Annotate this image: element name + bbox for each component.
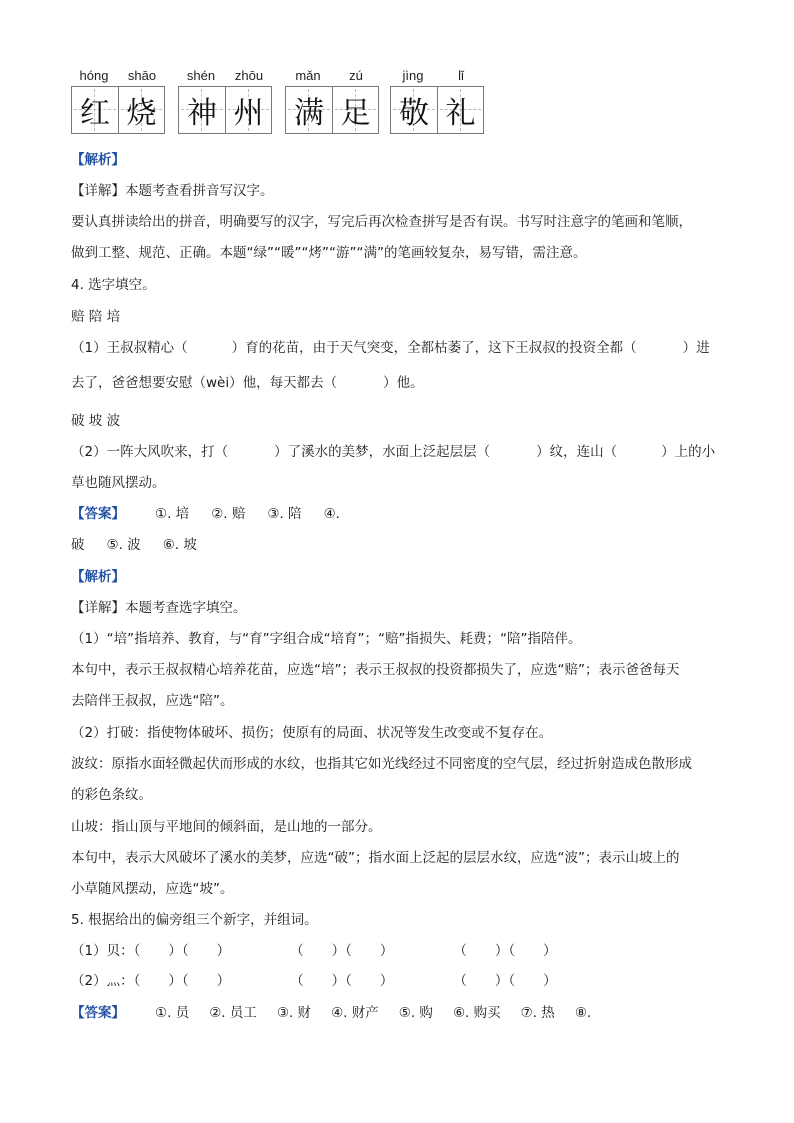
answer-item: ③. 财 (276, 1005, 312, 1021)
question-sentence: 草也随风摆动。 (71, 475, 166, 491)
bracket: ）（ (331, 973, 352, 989)
analysis-heading (71, 568, 125, 586)
hanzi: 州 (233, 96, 264, 131)
paragraph-line: 去陪伴王叔叔，应选“陪”。 (71, 693, 234, 709)
detail-line (71, 182, 274, 200)
paragraph-line: 本句中，表示大风破坏了溪水的美梦，应选“破”；指水面上泛起的层层水纹，应选“波”；表示山坡上的 (71, 850, 680, 866)
sentence-part: 去了，爸爸想要安慰（wèi）他，每天都去（ (71, 375, 338, 391)
bracket: ） (379, 973, 394, 989)
answer-item: ⑦. 热 (520, 1005, 555, 1021)
answer-tag: 【答案】 (71, 1005, 125, 1021)
sentence-part: ）他。 (383, 375, 424, 391)
character-cells (71, 86, 165, 134)
bracket: ） (216, 943, 231, 959)
bracket: （ (290, 943, 304, 959)
hanzi: 足 (340, 96, 371, 131)
bracket: ） (543, 973, 557, 989)
sentence-part: （1）王叔叔精心（ (71, 340, 188, 356)
answer-item: ③. 陪 (267, 506, 302, 522)
paragraph-line: 本句中，表示王叔叔精心培养花苗，应选“培”；表示王叔叔的投资都损失了，应选“赔”；表示爸爸每天 (71, 662, 680, 678)
tianzige-cell (391, 87, 437, 133)
paragraph-line: 的彩色条纹。 (71, 787, 152, 803)
sentence-part: （2）一阵大风吹来，打（ (71, 444, 229, 460)
tianzige-cell (286, 87, 332, 133)
bracket: ）（ (168, 943, 189, 959)
sentence-part: ）进 (682, 340, 710, 356)
pinyin: shén (186, 68, 216, 83)
bracket: （ (453, 973, 467, 989)
answer-item: ⑤. 购 (398, 1005, 433, 1021)
question-sentence (71, 339, 710, 357)
hanzi: 敬 (399, 96, 429, 131)
pinyin: shāo (127, 68, 157, 83)
bracket: （ (453, 943, 467, 959)
pinyin: zhōu (234, 68, 264, 83)
answer-tag: 【答案】 (71, 506, 125, 522)
analysis-heading (71, 151, 125, 169)
hanzi: 满 (294, 96, 324, 131)
question-title: 5. 根据给出的偏旁组三个新字，并组词。 (71, 912, 318, 928)
answer-item: ②. 赔 (211, 506, 246, 522)
paragraph-line: 山坡：指山顶与平地间的倾斜面，是山地的一部分。 (71, 819, 382, 835)
character-cells (390, 86, 484, 134)
pinyin: zú (349, 68, 363, 83)
question-sentence (71, 443, 715, 461)
paragraph-line: 做到工整、规范、正确。本题“绿”“暖”“烤”“游”“满”的笔画较复杂，易写错，需注意。 (71, 245, 587, 261)
bracket: ）（ (331, 943, 352, 959)
sentence-part: ）了溪水的美梦，水面上泛起层层（ (274, 444, 491, 460)
pinyin: mǎn (295, 68, 321, 83)
detail-tag: 【详解】 (71, 600, 125, 616)
bracket: ） (543, 943, 557, 959)
detail-text: 本题考查选字填空。 (125, 600, 247, 616)
answer-item: ④. (323, 506, 340, 522)
choice-chars: 赔 陪 培 (71, 309, 121, 325)
paragraph-line: 小草随风摆动，应选“坡”。 (71, 881, 234, 897)
sentence-part: ）育的花苗，由于天气突变，全都枯萎了，这下王叔叔的投资全都（ (231, 340, 637, 356)
tianzige-cell (437, 87, 483, 133)
analysis-tag: 【解析】 (71, 569, 125, 585)
answer-item: ⑧. (574, 1005, 592, 1021)
bracket: ） (216, 973, 231, 989)
analysis-tag: 【解析】 (71, 152, 125, 168)
answer-item: ⑥. 坡 (162, 537, 197, 553)
answer-item: ②. 员工 (209, 1005, 257, 1021)
answer-item: ⑤. 波 (106, 537, 141, 553)
hanzi: 礼 (445, 96, 476, 131)
radical-label: （2）灬：（ (71, 973, 141, 989)
radical-label: （1）贝：（ (71, 943, 141, 959)
answer-line (71, 536, 219, 554)
character-cells (285, 86, 379, 134)
radical-row (71, 972, 557, 990)
paragraph-line: 波纹：原指水面轻微起伏而形成的水纹，也指其它如光线经过不同密度的空气层，经过折射造成色散形成 (71, 756, 692, 772)
choice-chars: 破 坡 波 (71, 413, 121, 429)
answer-item: ①. 员 (155, 1005, 190, 1021)
tianzige-cell (332, 87, 378, 133)
answer-item: ①. 培 (155, 506, 190, 522)
radical-row (71, 942, 557, 960)
tianzige-cell (225, 87, 271, 133)
character-cells (178, 86, 272, 134)
hanzi: 红 (80, 96, 110, 131)
answer-line (71, 505, 362, 523)
detail-line (71, 599, 247, 617)
tianzige-cell (118, 87, 164, 133)
bracket: ） (379, 943, 394, 959)
bracket: ）（ (494, 973, 516, 989)
sentence-part: ）上的小 (661, 444, 716, 460)
bracket: （ (290, 973, 304, 989)
detail-tag: 【详解】 (71, 183, 125, 199)
bracket: ）（ (494, 943, 516, 959)
answer-item: ⑥. 购买 (452, 1005, 501, 1021)
hanzi: 烧 (126, 96, 157, 131)
paragraph-line: 要认真拼读给出的拼音，明确要写的汉字，写完后再次检查拼写是否有误。书写时注意字的笔画和笔顺， (71, 214, 692, 230)
pinyin: jìng (402, 68, 424, 83)
pinyin: lǐ (458, 68, 464, 83)
bracket: ）（ (168, 973, 189, 989)
paragraph-line: （1）“培”指培养、教育，与“育”字组合成“培育”；“赔”指损失、耗费；“陪”指陪伴。 (71, 631, 582, 647)
pinyin: hóng (79, 68, 109, 83)
paragraph-line: （2）打破：指使物体破坏、损伤；使原有的局面、状况等发生改变或不复存在。 (71, 725, 553, 741)
answer-item: ④. 财产 (331, 1005, 379, 1021)
tianzige-cell (179, 87, 225, 133)
sentence-part: ）纹，连山（ (536, 444, 618, 460)
hanzi: 神 (187, 96, 217, 131)
answer-item: 破 (71, 537, 85, 553)
question-title: 4. 选字填空。 (71, 277, 156, 293)
tianzige-cell (72, 87, 118, 133)
detail-text: 本题考查看拼音写汉字。 (125, 183, 274, 199)
answer-line (71, 1004, 591, 1022)
question-sentence (71, 374, 424, 392)
